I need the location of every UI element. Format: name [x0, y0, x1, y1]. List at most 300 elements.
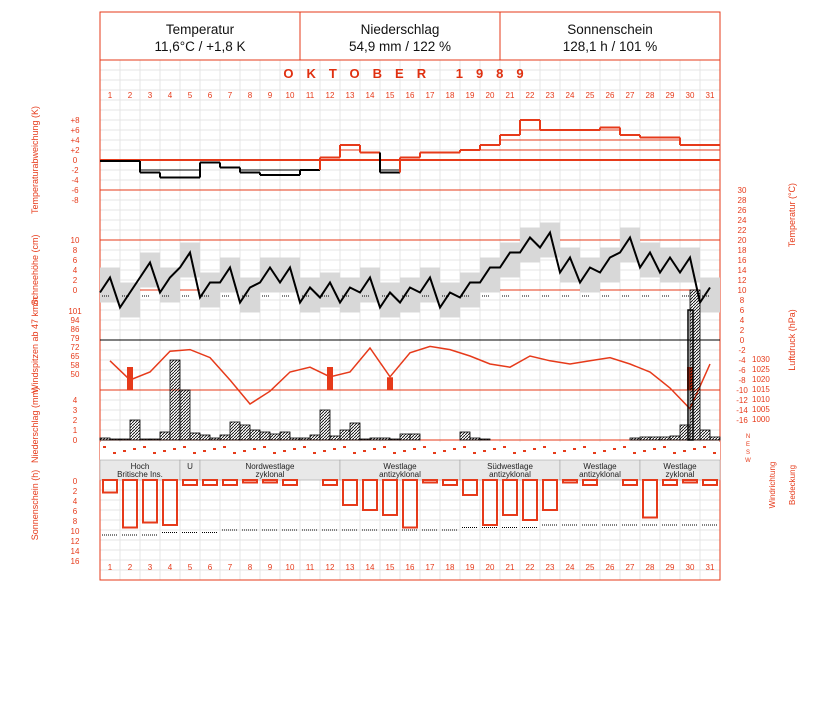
tick-wind-direction: W [745, 458, 751, 464]
weather-type-label: Nordwestlage [245, 462, 295, 471]
tick-pressure-temp: -16 [736, 416, 748, 425]
wind-direction-marker [663, 446, 666, 448]
tick-temperature: 12 [737, 276, 747, 285]
day-label-top: 12 [325, 91, 335, 100]
temperature-range-bar [580, 258, 600, 293]
tick-pressure: 1005 [752, 405, 770, 414]
tick-pressure: 1025 [752, 365, 770, 374]
wind-direction-marker [143, 446, 146, 448]
precipitation-bar [330, 436, 340, 440]
y-axis-title-left: Temperaturabweichung (K) [30, 105, 40, 215]
precipitation-bar [690, 290, 700, 440]
day-label-top: 19 [465, 91, 475, 100]
temperature-range-bar [700, 278, 720, 313]
sunshine-bar [243, 480, 257, 483]
temperature-range-bar [180, 243, 200, 278]
wind-direction-marker [383, 446, 386, 448]
tick-snow-depth: 6 [72, 256, 78, 265]
wind-direction-marker [693, 448, 696, 450]
header-precipitation-label: Niederschlag [360, 22, 440, 37]
day-label-top: 29 [665, 91, 675, 100]
wind-direction-marker [163, 450, 166, 452]
tick-wind-gusts: 72 [70, 343, 80, 352]
temperature-range-bar [500, 243, 520, 278]
tick-temp-deviation: +8 [70, 116, 80, 125]
precipitation-bar [130, 420, 140, 440]
sunshine-bar [183, 480, 197, 485]
temperature-range-bar [260, 258, 280, 293]
y-axis-title-left: Niederschlag (mm) [30, 386, 40, 464]
precipitation-bar [460, 432, 470, 440]
tick-wind-gusts: 50 [70, 370, 80, 379]
precipitation-bar [160, 432, 170, 440]
precipitation-bar [300, 438, 310, 440]
day-label-bottom: 12 [325, 563, 335, 572]
temperature-range-bar [640, 243, 660, 278]
tick-pressure-temp: 0 [739, 336, 745, 345]
header-precipitation [300, 12, 500, 60]
day-label-top: 2 [127, 91, 133, 100]
day-label-top: 16 [405, 91, 415, 100]
tick-snow-depth: 10 [70, 236, 80, 245]
precipitation-bar [670, 436, 680, 440]
sunshine-bar [463, 480, 477, 495]
temperature-range-bar [340, 278, 360, 313]
day-label-bottom: 29 [665, 563, 675, 572]
precipitation-bar [360, 439, 370, 440]
tick-pressure-temp: -8 [738, 376, 746, 385]
header-temperature-value: 11,6°C / +1,8 K [154, 39, 246, 54]
wind-direction-marker [543, 446, 546, 448]
temperature-range-bar [280, 258, 300, 293]
temperature-range-bar [440, 283, 460, 318]
day-label-bottom: 30 [685, 563, 695, 572]
tick-pressure-temp: 4 [739, 316, 745, 325]
header-sunshine [500, 12, 720, 60]
sunshine-bar [103, 480, 117, 493]
tick-pressure: 1015 [752, 385, 770, 394]
temperature-range-bar [680, 248, 700, 283]
wind-direction-marker [533, 448, 536, 450]
precipitation-bar [380, 438, 390, 440]
precipitation-bar [310, 435, 320, 440]
wind-direction-marker [113, 452, 116, 454]
tick-temperature: 22 [737, 226, 747, 235]
tick-temp-deviation: -8 [71, 196, 79, 205]
precipitation-bar [650, 437, 660, 440]
wind-direction-marker [553, 452, 556, 454]
day-label-top: 23 [545, 91, 555, 100]
wind-direction-marker [503, 446, 506, 448]
wind-direction-marker [133, 448, 136, 450]
tick-wind-gusts: 94 [70, 316, 80, 325]
wind-direction-marker [233, 452, 236, 454]
day-label-top: 15 [385, 91, 395, 100]
precipitation-bar [210, 438, 220, 440]
precipitation-bar [260, 432, 270, 440]
wind-direction-marker [293, 448, 296, 450]
tick-temp-deviation: +4 [70, 136, 80, 145]
weather-type-label: Westlage [383, 462, 417, 471]
day-label-top: 17 [425, 91, 435, 100]
precipitation-bar [110, 439, 120, 440]
precipitation-bar [190, 433, 200, 440]
sunshine-bar [643, 480, 657, 518]
tick-temperature: 30 [737, 186, 747, 195]
tick-sunshine: 14 [70, 547, 80, 556]
wind-direction-marker [193, 452, 196, 454]
wind-direction-title: Windrichtung [768, 461, 777, 509]
temperature-range-bar [600, 248, 620, 283]
wind-direction-marker [633, 452, 636, 454]
tick-sunshine: 0 [72, 477, 78, 486]
wind-direction-marker [433, 452, 436, 454]
wind-cloud-row [100, 442, 720, 460]
tick-wind-gusts: 65 [70, 352, 80, 361]
day-label-bottom: 10 [285, 563, 295, 572]
wind-direction-marker [363, 450, 366, 452]
tick-pressure-temp: 2 [739, 326, 745, 335]
precipitation-bar [120, 439, 130, 440]
day-label-top: 13 [345, 91, 355, 100]
day-label-bottom: 21 [505, 563, 515, 572]
tick-wind-direction: E [745, 442, 751, 448]
sunshine-bar [163, 480, 177, 525]
day-label-top: 22 [525, 91, 535, 100]
day-label-top: 27 [625, 91, 635, 100]
wind-direction-marker [593, 452, 596, 454]
tick-temperature: 28 [737, 196, 747, 205]
tick-pressure: 1000 [752, 415, 770, 424]
tick-pressure-temp: -14 [736, 406, 748, 415]
day-label-bottom: 8 [247, 563, 253, 572]
day-label-bottom: 24 [565, 563, 575, 572]
temperature-range-bar [660, 248, 680, 283]
precipitation-bar [470, 438, 480, 440]
wind-direction-marker [513, 452, 516, 454]
sunshine-bar [223, 480, 237, 485]
temperature-range-bar [320, 273, 340, 308]
sunshine-bar [143, 480, 157, 523]
wind-direction-marker [353, 452, 356, 454]
tick-wind-gusts: 86 [70, 325, 80, 334]
wind-direction-marker [683, 450, 686, 452]
weather-type-sublabel: Britische Ins. [117, 470, 163, 479]
tick-snow-depth: 2 [72, 276, 78, 285]
day-label-top: 24 [565, 91, 575, 100]
wind-direction-marker [423, 446, 426, 448]
tick-temperature: 26 [737, 206, 747, 215]
precipitation-bar [630, 438, 640, 440]
day-label-top: 1 [107, 91, 113, 100]
tick-wind-gusts: 101 [68, 307, 82, 316]
header-temperature-label: Temperatur [165, 22, 235, 37]
wind-direction-marker [263, 446, 266, 448]
day-label-bottom: 2 [127, 563, 133, 572]
wind-direction-marker [343, 446, 346, 448]
y-axis-title-left: Windspitzen ab 47 km/h [30, 296, 40, 394]
wind-direction-marker [183, 446, 186, 448]
header-temperature [100, 12, 300, 60]
tick-temp-deviation: +2 [70, 146, 80, 155]
temperature-range-bar [200, 273, 220, 308]
day-label-bottom: 11 [305, 563, 315, 572]
day-label-bottom: 3 [147, 563, 153, 572]
tick-pressure: 1010 [752, 395, 770, 404]
day-label-bottom: 7 [227, 563, 233, 572]
precipitation-bar [480, 439, 490, 440]
cloud-cover-title: Bedeckung [788, 464, 797, 506]
y-axis-title-left: Sonnenschein (h) [30, 469, 40, 541]
tick-sunshine: 6 [72, 507, 78, 516]
precipitation-bar [100, 438, 110, 440]
sunshine-bar [343, 480, 357, 505]
wind-direction-marker [613, 448, 616, 450]
precipitation-bar [240, 425, 250, 440]
weather-type-label: Hoch [130, 462, 150, 471]
precipitation-bar [370, 438, 380, 440]
wind-direction-marker [373, 448, 376, 450]
sunshine-bar [443, 480, 457, 485]
day-label-top: 14 [365, 91, 375, 100]
wind-direction-marker [473, 452, 476, 454]
day-label-bottom: 9 [267, 563, 273, 572]
wind-direction-marker [623, 446, 626, 448]
temperature-range-bar [240, 278, 260, 313]
tick-wind-gusts: 58 [70, 361, 80, 370]
tick-wind-direction: S [745, 450, 751, 456]
y-axis-title-right: Temperatur (°C) [787, 182, 797, 248]
precipitation-bar [390, 439, 400, 440]
wind-direction-marker [203, 450, 206, 452]
sunshine-bar [323, 480, 337, 485]
sunshine-bar [283, 480, 297, 485]
weather-type-sublabel: zyklonal [255, 470, 285, 479]
weather-type-sublabel: antizyklonal [489, 470, 531, 479]
wind-gust-bar [127, 367, 133, 390]
tick-pressure: 1020 [752, 375, 770, 384]
y-axis-title-pressure: Luftdruck (hPa) [787, 309, 797, 371]
day-label-bottom: 18 [445, 563, 455, 572]
wind-direction-marker [393, 452, 396, 454]
precipitation-bar [140, 439, 150, 440]
weather-type-label: Westlage [663, 462, 697, 471]
temperature-range-bar [460, 273, 480, 308]
precipitation-bar [320, 410, 330, 440]
sunshine-bar [683, 480, 697, 483]
tick-wind-gusts: 79 [70, 334, 80, 343]
precipitation-bar [150, 439, 160, 440]
wind-direction-marker [103, 446, 106, 448]
tick-precipitation: 0 [72, 436, 78, 445]
wind-direction-marker [453, 448, 456, 450]
wind-direction-marker [213, 448, 216, 450]
day-label-bottom: 19 [465, 563, 475, 572]
day-label-bottom: 13 [345, 563, 355, 572]
wind-direction-marker [323, 450, 326, 452]
precipitation-bar [400, 434, 410, 440]
precipitation-bar [710, 437, 720, 440]
wind-direction-marker [603, 450, 606, 452]
tick-pressure-temp: 8 [739, 296, 745, 305]
temperature-range-bar [480, 258, 500, 293]
tick-temperature: 14 [737, 266, 747, 275]
day-label-top: 9 [267, 91, 273, 100]
wind-direction-marker [463, 446, 466, 448]
day-label-top: 6 [207, 91, 213, 100]
wind-direction-marker [253, 448, 256, 450]
weather-type-sublabel: zyklonal [665, 470, 695, 479]
day-label-top: 4 [167, 91, 173, 100]
header-precipitation-value: 54,9 mm / 122 % [348, 39, 452, 54]
precipitation-bar [680, 425, 690, 440]
precipitation-bar [220, 435, 230, 440]
temperature-range-bar [120, 283, 140, 318]
day-label-top: 18 [445, 91, 455, 100]
precipitation-bar [180, 390, 190, 440]
wind-direction-marker [443, 450, 446, 452]
tick-temperature: 18 [737, 246, 747, 255]
precipitation-bar [700, 430, 710, 440]
day-label-bottom: 27 [625, 563, 635, 572]
sunshine-bar [363, 480, 377, 510]
precipitation-bar [410, 434, 420, 440]
tick-precipitation: 4 [72, 396, 78, 405]
day-label-bottom: 20 [485, 563, 495, 572]
precipitation-bar [270, 434, 280, 440]
wind-direction-marker [313, 452, 316, 454]
wind-direction-marker [563, 450, 566, 452]
wind-direction-marker [153, 452, 156, 454]
day-label-top: 10 [285, 91, 295, 100]
sunshine-bar [703, 480, 717, 485]
tick-temp-deviation: -4 [71, 176, 79, 185]
temperature-range-bar [540, 223, 560, 258]
weather-type-sublabel: antizyklonal [579, 470, 621, 479]
tick-sunshine: 10 [70, 527, 80, 536]
wind-direction-marker [653, 448, 656, 450]
precipitation-bar [640, 437, 650, 440]
weather-type-label: Westlage [583, 462, 617, 471]
sunshine-bar [583, 480, 597, 485]
day-label-top: 8 [247, 91, 253, 100]
wind-direction-marker [573, 448, 576, 450]
wind-direction-marker [173, 448, 176, 450]
tick-snow-depth: 4 [72, 266, 78, 275]
header-sunshine-label: Sonnenschein [567, 22, 653, 37]
day-label-bottom: 25 [585, 563, 595, 572]
wind-direction-marker [303, 446, 306, 448]
day-label-top: 20 [485, 91, 495, 100]
wind-direction-marker [643, 450, 646, 452]
day-label-bottom: 5 [187, 563, 193, 572]
tick-precipitation: 3 [72, 406, 78, 415]
wind-direction-marker [273, 452, 276, 454]
temperature-range-bar [400, 278, 420, 313]
tick-pressure-temp: 6 [739, 306, 745, 315]
tick-pressure-temp: -12 [736, 396, 748, 405]
tick-temperature: 24 [737, 216, 747, 225]
day-label-bottom: 14 [365, 563, 375, 572]
precipitation-bar [200, 435, 210, 440]
temperature-range-bar [220, 258, 240, 293]
wind-direction-marker [703, 446, 706, 448]
sunshine-bar [543, 480, 557, 510]
sunshine-bar [563, 480, 577, 483]
tick-pressure-temp: -10 [736, 386, 748, 395]
tick-pressure: 1030 [752, 355, 770, 364]
wind-direction-marker [283, 450, 286, 452]
wind-gust-bar [327, 367, 333, 390]
precipitation-bar [660, 437, 670, 440]
day-label-bottom: 6 [207, 563, 213, 572]
tick-sunshine: 4 [72, 497, 78, 506]
day-label-top: 31 [705, 91, 715, 100]
day-label-top: 3 [147, 91, 153, 100]
day-label-top: 30 [685, 91, 695, 100]
chart-title: OKTOBER 1989 [283, 66, 537, 81]
precipitation-bar [170, 360, 180, 440]
tick-sunshine: 16 [70, 557, 80, 566]
sunshine-bar [483, 480, 497, 525]
precipitation-bar [340, 430, 350, 440]
sunshine-bar [423, 480, 437, 483]
wind-direction-marker [523, 450, 526, 452]
tick-temperature: 16 [737, 256, 747, 265]
tick-sunshine: 12 [70, 537, 80, 546]
wind-direction-marker [223, 446, 226, 448]
weather-type-sublabel: antizyklonal [379, 470, 421, 479]
wind-direction-marker [413, 448, 416, 450]
wind-direction-marker [493, 448, 496, 450]
day-label-top: 7 [227, 91, 233, 100]
tick-precipitation: 2 [72, 416, 78, 425]
y-axis-title-left: Schneehöhe (cm) [30, 234, 40, 306]
tick-temperature: 10 [737, 286, 747, 295]
wind-direction-marker [403, 450, 406, 452]
wind-direction-marker [673, 452, 676, 454]
weather-type-label: U [187, 462, 193, 471]
tick-pressure-temp: -4 [738, 356, 746, 365]
tick-temperature: 20 [737, 236, 747, 245]
day-label-bottom: 26 [605, 563, 615, 572]
sunshine-bar [623, 480, 637, 485]
wind-direction-marker [483, 450, 486, 452]
wind-direction-marker [333, 448, 336, 450]
day-label-bottom: 28 [645, 563, 655, 572]
day-label-top: 25 [585, 91, 595, 100]
tick-sunshine: 8 [72, 517, 78, 526]
day-label-bottom: 4 [167, 563, 173, 572]
day-label-top: 21 [505, 91, 515, 100]
tick-wind-direction: N [745, 434, 751, 440]
day-label-bottom: 1 [107, 563, 113, 572]
day-label-bottom: 23 [545, 563, 555, 572]
sunshine-bar [263, 480, 277, 483]
wind-direction-marker [243, 450, 246, 452]
day-label-top: 5 [187, 91, 193, 100]
precipitation-bar [250, 430, 260, 440]
wind-direction-marker [583, 446, 586, 448]
weather-type-label: Südwestlage [487, 462, 533, 471]
day-label-bottom: 22 [525, 563, 535, 572]
day-label-bottom: 17 [425, 563, 435, 572]
precipitation-bar [350, 423, 360, 440]
precipitation-bar [280, 432, 290, 440]
tick-snow-depth: 0 [72, 286, 78, 295]
day-label-top: 28 [645, 91, 655, 100]
precipitation-bar [290, 438, 300, 440]
